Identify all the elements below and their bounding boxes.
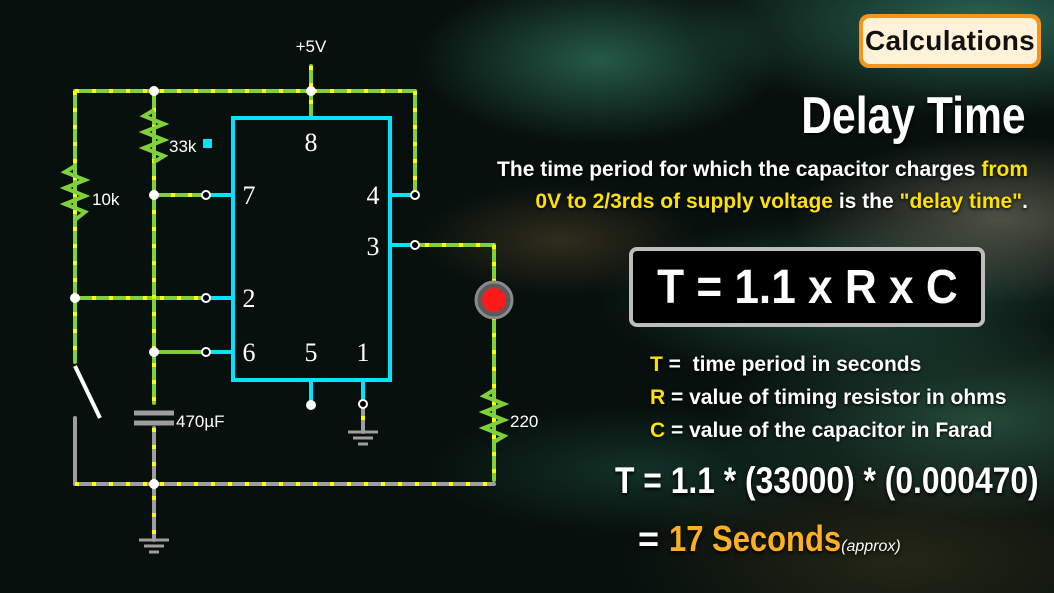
calculation-line: T = 1.1 * (33000) * (0.000470)	[615, 460, 1039, 501]
pin-2-label: 2	[242, 284, 256, 313]
result-value: 17 Seconds	[669, 518, 842, 559]
legend-item-r	[650, 381, 1007, 414]
pin-6-label: 6	[242, 338, 256, 367]
current-dots	[75, 66, 494, 540]
supply-label: +5V	[295, 37, 327, 56]
green-wires	[75, 66, 494, 480]
grey-wires	[75, 382, 494, 540]
legend-symbol: T	[650, 353, 663, 376]
description-part1: The time period for which the capacitor charges	[497, 158, 982, 181]
description-highlight-term: "delay time"	[899, 190, 1023, 213]
switch-lever	[75, 366, 100, 418]
probe-marker	[203, 139, 212, 148]
description	[468, 154, 1028, 218]
badge-label: Calculations	[863, 18, 1037, 64]
pin-8-label: 8	[304, 128, 318, 157]
ic-pins	[206, 195, 414, 404]
result-prefix: =	[638, 518, 670, 559]
capacitor-470uf	[134, 413, 174, 423]
resistor-33k-label: 33k	[169, 137, 197, 156]
capacitor-label: 470µF	[176, 412, 225, 431]
led-icon	[482, 288, 506, 312]
pin-4-label: 4	[366, 181, 380, 210]
result-note: (approx)	[841, 538, 901, 555]
pin-5-label: 5	[304, 338, 318, 367]
pin-7-label: 7	[242, 181, 256, 210]
resistor-10k-label: 10k	[92, 190, 120, 209]
legend-text: = time period in seconds	[662, 353, 922, 376]
formula-box	[629, 247, 985, 327]
calculations-badge	[859, 14, 1041, 68]
pin-3-label: 3	[366, 232, 380, 261]
resistor-220-label: 220	[510, 412, 539, 431]
result-line	[638, 518, 901, 560]
legend-symbol: R	[650, 386, 666, 409]
legend-text: = value of the capacitor in Farad	[665, 419, 993, 442]
ic-pin-numbers	[243, 128, 380, 367]
formula-text: T = 1.1 x R x C	[656, 260, 958, 314]
page-title: Delay Time	[801, 87, 1026, 145]
formula-legend	[650, 348, 1007, 447]
legend-text: = value of timing resistor in ohms	[665, 386, 1007, 409]
pin-1-label: 1	[356, 338, 370, 367]
description-highlight-range: from 0V to 2/3rds of supply voltage	[535, 158, 1028, 213]
legend-item-c	[650, 414, 1007, 447]
description-part3: .	[1022, 190, 1028, 213]
description-part2: is the	[832, 190, 900, 213]
legend-item-t	[650, 348, 1007, 381]
legend-symbol: C	[650, 419, 666, 442]
